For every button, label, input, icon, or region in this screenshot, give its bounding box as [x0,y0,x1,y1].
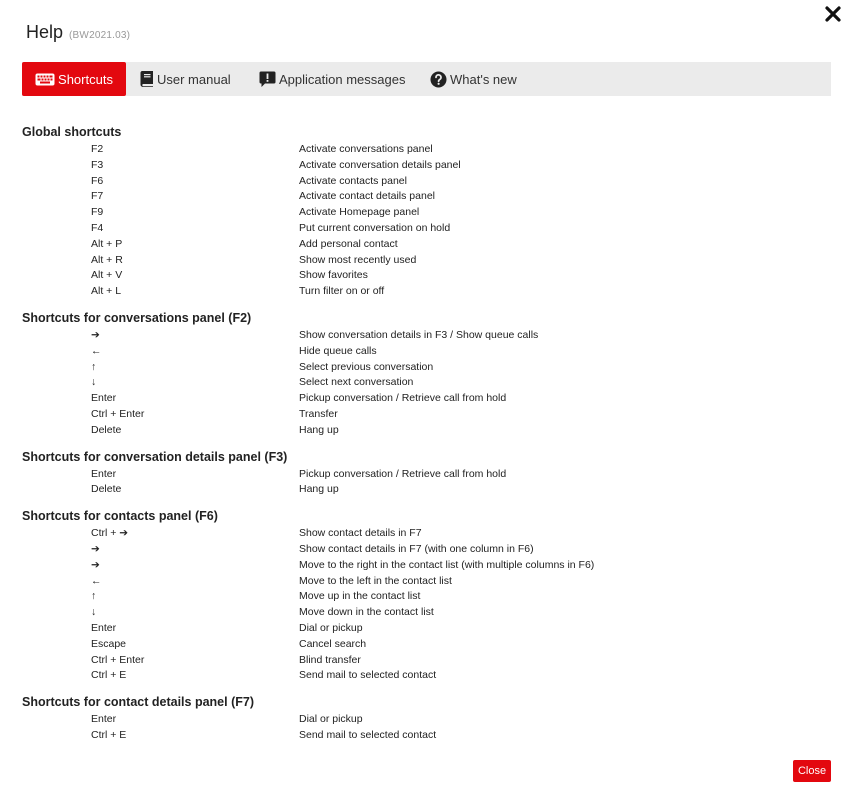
shortcut-key: F9 [91,206,104,219]
shortcut-desc: Select next conversation [299,376,414,389]
section-title: Shortcuts for contact details panel (F7) [22,695,254,710]
shortcut-desc: Select previous conversation [299,360,434,373]
shortcut-desc: Show contact details in F7 (with one column in F6) [299,542,534,555]
shortcut-row [22,423,842,439]
shortcut-desc: Show conversation details in F3 / Show queue calls [299,328,539,341]
dialog-title [26,22,130,43]
shortcut-key: Ctrl + E [91,728,127,741]
shortcut-desc: Turn filter on or off [299,285,385,298]
shortcut-desc: Pickup conversation / Retrieve call from hold [299,392,507,405]
shortcut-desc: Hang up [299,423,339,436]
shortcut-key: ↑ [91,360,97,373]
shortcut-desc: Activate conversation details panel [299,158,461,171]
tab-application-messages[interactable] [259,62,405,96]
shortcut-row [22,558,842,574]
shortcut-key: Delete [91,423,122,436]
shortcut-row [22,637,842,653]
shortcut-row [22,221,842,237]
shortcut-row [22,344,842,360]
tab-shortcuts[interactable] [22,62,126,96]
shortcut-key: Ctrl + E [91,669,127,682]
shortcut-desc: Add personal contact [299,237,398,250]
shortcut-key: Ctrl + Enter [91,407,145,420]
close-icon[interactable] [823,4,843,24]
shortcut-row [22,728,842,744]
shortcut-key: F3 [91,158,104,171]
shortcut-key: Enter [91,392,117,405]
shortcut-row [22,526,842,542]
shortcut-key: Alt + R [91,253,123,266]
shortcut-row [22,467,842,483]
shortcut-desc: Put current conversation on hold [299,221,451,234]
section-global-shortcuts [22,122,842,300]
shortcut-desc: Transfer [299,407,338,420]
shortcut-key: ← [91,344,102,357]
shortcut-desc: Pickup conversation / Retrieve call from hold [299,467,507,480]
shortcut-row [22,391,842,407]
shortcut-desc: Hang up [299,483,339,496]
shortcut-row [22,668,842,684]
shortcut-desc: Show most recently used [299,253,417,266]
shortcut-key: ➔ [91,328,100,341]
shortcut-desc: Move up in the contact list [299,590,421,603]
shortcut-desc: Dial or pickup [299,713,363,726]
shortcut-key: F4 [91,221,104,234]
shortcut-key: ↓ [91,606,97,619]
shortcut-row [22,375,842,391]
shortcut-row [22,237,842,253]
shortcut-row [22,360,842,376]
tab-user-manual[interactable] [140,62,231,96]
section-title: Global shortcuts [22,125,122,139]
message-alert-icon [259,71,276,88]
shortcut-desc: Show favorites [299,269,368,282]
shortcut-row [22,605,842,621]
shortcut-row [22,142,842,158]
shortcut-row [22,284,842,300]
shortcut-desc: Activate Homepage panel [299,206,420,219]
shortcut-row [22,542,842,558]
shortcut-desc: Activate contact details panel [299,190,435,203]
shortcut-key: ↓ [91,376,97,389]
shortcut-desc: Hide queue calls [299,344,377,357]
shortcut-key: Ctrl + ➔ [91,527,129,540]
section-title: Shortcuts for contacts panel (F6) [22,509,218,524]
shortcut-row [22,621,842,637]
shortcut-desc: Blind transfer [299,653,361,666]
shortcut-row [22,574,842,590]
section-contacts-panel [22,506,842,684]
shortcut-key: ➔ [91,542,100,555]
section-contact-details-panel [22,692,842,744]
section-title: Shortcuts for conversations panel (F2) [22,310,252,325]
shortcut-row [22,589,842,605]
shortcut-row [22,268,842,284]
tab-shortcuts-label: Shortcuts [58,71,113,87]
shortcut-key: ➔ [91,558,100,571]
shortcut-desc: Dial or pickup [299,621,363,634]
section-conversations-panel [22,308,842,439]
dialog-title-text: Help [26,22,64,42]
shortcut-key: Alt + P [91,237,123,250]
shortcut-key: Enter [91,467,117,480]
help-circle-icon [430,71,447,88]
shortcut-desc: Activate conversations panel [299,143,433,155]
shortcut-row [22,482,842,498]
version-label: (BW2021.03) [69,30,131,41]
close-button[interactable]: Close [793,760,831,782]
shortcut-key: F2 [91,143,104,155]
shortcut-desc: Cancel search [299,637,367,650]
shortcut-desc: Send mail to selected contact [299,669,437,682]
shortcut-desc: Move to the left in the contact list [299,574,452,587]
shortcut-key: Alt + L [91,285,122,298]
section-title: Shortcuts for conversation details panel (F3) [22,449,288,464]
shortcut-key: ← [91,574,102,587]
shortcut-row [22,174,842,190]
shortcut-desc: Show contact details in F7 [299,527,422,540]
tab-user-manual-label: User manual [157,71,231,87]
tab-whats-new[interactable] [430,62,517,96]
shortcut-key: F6 [91,174,104,187]
shortcut-row [22,328,842,344]
shortcut-desc: Send mail to selected contact [299,728,437,741]
shortcut-key: F7 [91,190,104,203]
keyboard-icon [35,73,55,86]
book-icon [140,71,154,87]
tab-bar [22,62,831,96]
shortcut-key: ↑ [91,590,97,603]
shortcut-row [22,158,842,174]
tab-whats-new-label: What's new [450,71,517,87]
shortcut-key: Escape [91,637,127,650]
section-conversation-details-panel [22,447,842,499]
shortcut-row [22,712,842,728]
shortcut-key: Enter [91,713,117,726]
shortcut-row [22,189,842,205]
shortcut-desc: Move to the right in the contact list (with multiple columns in F6) [299,558,595,571]
shortcut-key: Ctrl + Enter [91,653,145,666]
shortcut-key: Delete [91,483,122,496]
shortcut-row [22,407,842,423]
shortcuts-content [22,122,842,752]
shortcut-key: Enter [91,621,117,634]
tab-application-messages-label: Application messages [279,71,406,87]
shortcut-desc: Move down in the contact list [299,606,434,619]
shortcut-key: Alt + V [91,269,123,282]
shortcut-desc: Activate contacts panel [299,174,407,187]
shortcut-row [22,653,842,669]
shortcut-row [22,253,842,269]
shortcut-row [22,205,842,221]
